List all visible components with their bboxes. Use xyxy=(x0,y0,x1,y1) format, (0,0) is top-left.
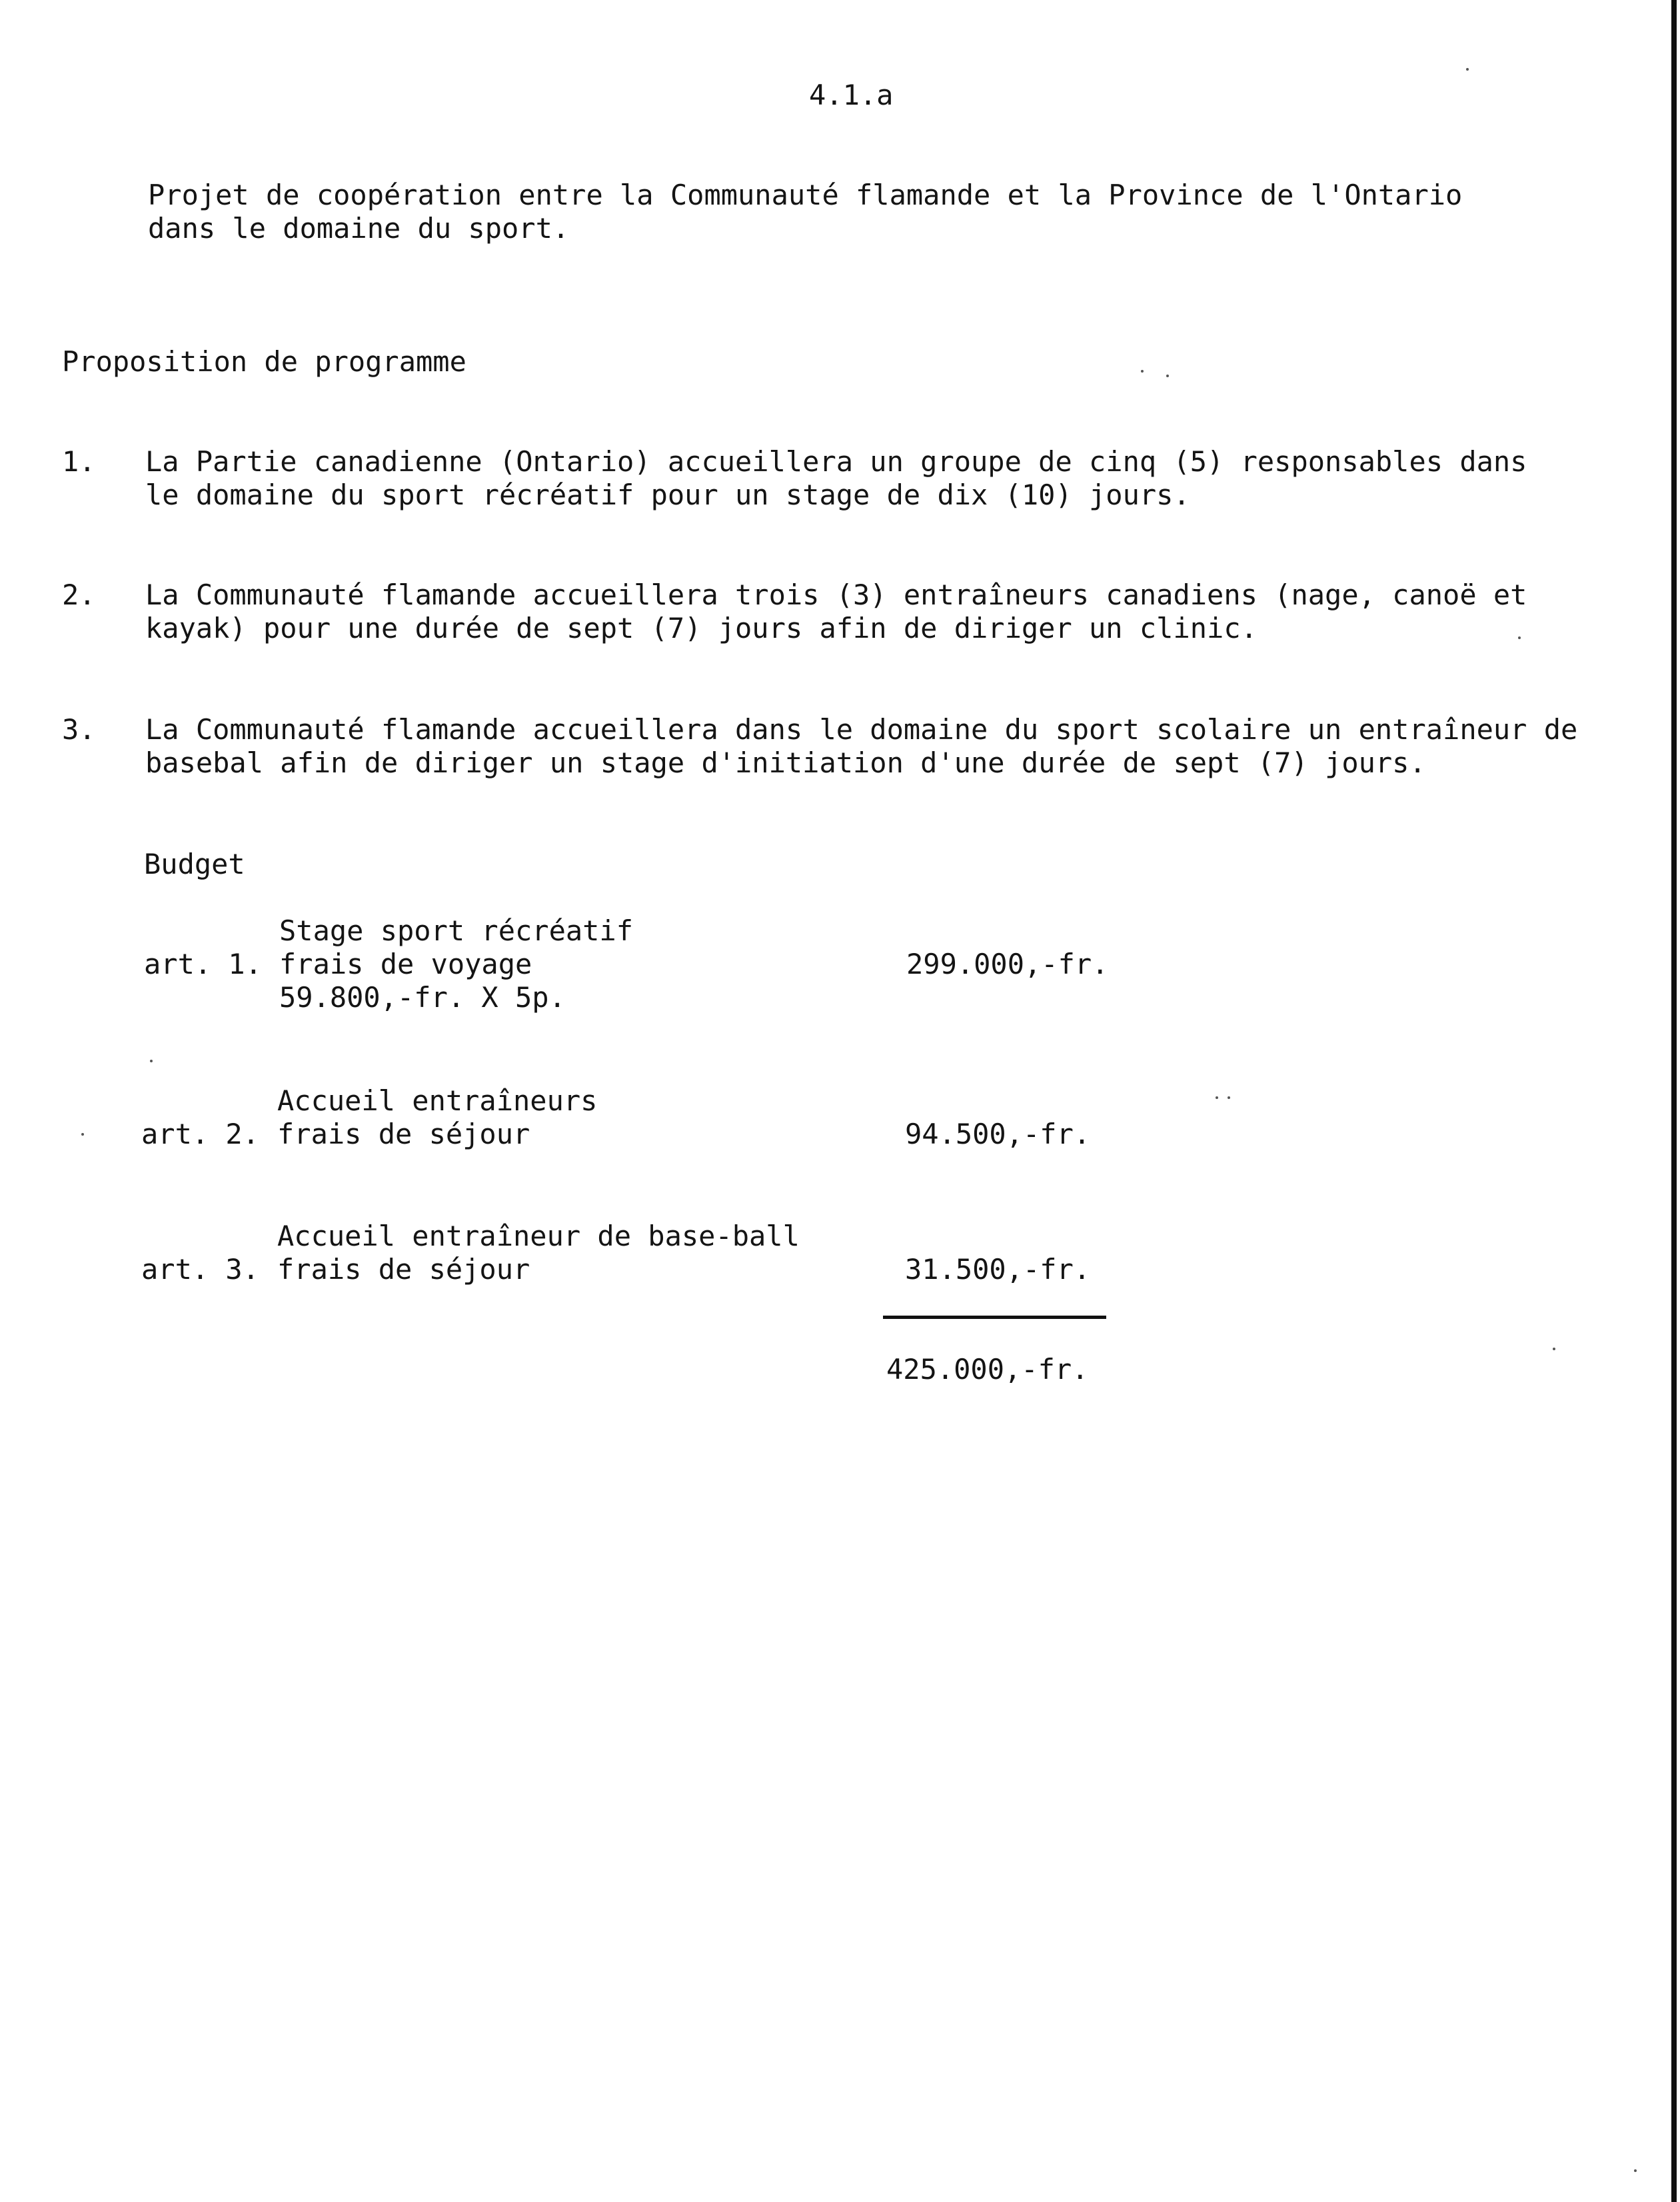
item-line-1: La Communauté flamande accueillera trois (3) entraîneurs canadiens (nage, canoë et xyxy=(145,578,1527,611)
budget-article-detail: frais de séjour xyxy=(277,1253,530,1286)
budget-article-detail: frais de voyage xyxy=(279,948,532,980)
budget-article-title: Accueil entraîneurs xyxy=(277,1084,598,1117)
section-heading: Proposition de programme xyxy=(62,345,466,378)
scan-speck xyxy=(1634,2169,1637,2172)
page-edge-border xyxy=(1671,0,1677,2202)
item-number: 2. xyxy=(62,578,96,611)
scan-speck xyxy=(1141,370,1144,373)
budget-article-amount: 94.500,-fr. xyxy=(905,1118,1091,1150)
scan-speck xyxy=(1216,1096,1218,1099)
budget-article-amount: 299.000,-fr. xyxy=(906,948,1109,980)
budget-heading: Budget xyxy=(144,848,245,880)
intro-line-1: Projet de coopération entre la Communauté flamande et la Province de l'Ontario xyxy=(148,179,1463,211)
scan-speck xyxy=(1228,1096,1230,1099)
budget-article-label: art. 3. xyxy=(141,1253,260,1286)
scan-speck xyxy=(81,1133,84,1136)
scan-speck xyxy=(1466,68,1469,71)
item-line-2: basebal afin de diriger un stage d'initiation d'une durée de sept (7) jours. xyxy=(145,746,1426,779)
scan-speck xyxy=(1553,1348,1555,1350)
budget-total: 425.000,-fr. xyxy=(886,1353,1089,1386)
scan-speck xyxy=(1518,636,1521,639)
item-line-1: La Communauté flamande accueillera dans le domaine du sport scolaire un entraîneur de xyxy=(145,713,1578,746)
budget-article-detail: frais de séjour xyxy=(277,1118,530,1150)
budget-article-calc: 59.800,-fr. X 5p. xyxy=(279,981,566,1014)
item-line-2: kayak) pour une durée de sept (7) jours afin de diriger un clinic. xyxy=(145,612,1258,644)
total-rule xyxy=(883,1316,1106,1319)
item-number: 1. xyxy=(62,445,96,478)
budget-article-amount: 31.500,-fr. xyxy=(905,1253,1091,1286)
intro-line-2: dans le domaine du sport. xyxy=(148,212,570,245)
item-number: 3. xyxy=(62,713,96,746)
budget-article-title: Stage sport récréatif xyxy=(279,914,634,947)
scan-speck xyxy=(150,1060,153,1062)
item-line-2: le domaine du sport récréatif pour un stage de dix (10) jours. xyxy=(145,479,1190,511)
budget-article-title: Accueil entraîneur de base-ball xyxy=(277,1220,800,1252)
item-line-1: La Partie canadienne (Ontario) accueillera un groupe de cinq (5) responsables dans xyxy=(145,445,1527,478)
budget-article-label: art. 1. xyxy=(144,948,263,980)
page-number: 4.1.a xyxy=(809,79,894,111)
budget-article-label: art. 2. xyxy=(141,1118,260,1150)
scan-speck xyxy=(1166,375,1169,377)
